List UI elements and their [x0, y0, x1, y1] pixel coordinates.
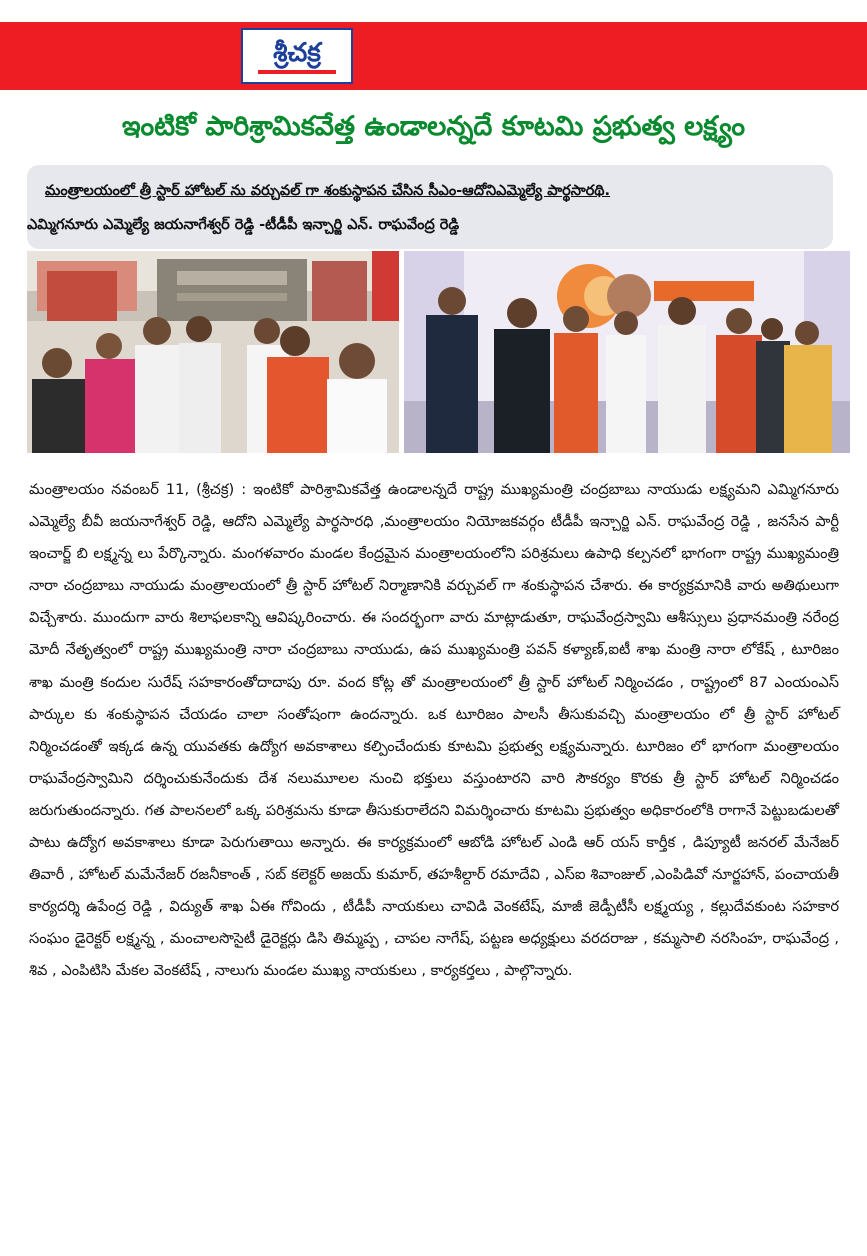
logo-text: శ్రీచక్ర: [273, 38, 321, 68]
event-photo-right: [404, 251, 850, 453]
logo-underline: [258, 70, 336, 74]
article-paragraph: మంత్రాలయం నవంబర్ 11, (శ్రీచక్ర) : ఇంటికో పారిశ్రామికవేత్త ఉండాలన్నదే రాష్ట్ర ముఖ్యమంత్రి చంద్రబాబు నాయుడు లక్ష్యమని ఎమ్మిగనూరు ఎమ్మెల్యే బీవీ జయనాగేశ్వర్ రెడ్డి, ఆదోని ఎమ్మెల్యే పార్థసారధి ,మంత్రాలయం నియోజకవర్గం టీడీపీ ఇన్చార్జి ఎన్. రాఘవేంద్ర రెడ్డి , జనసేన పార్టీ ఇంచార్జ్ బి లక్ష్మన్న లు పేర్కొన్నారు. మంగళవారం మండల కేంద్రమైన మంత్రాలయంలోని పరిశ్రమలు ఉపాధి కల్పనలో భాగంగా రాష్ట్ర ముఖ్యమంత్రి నారా చంద్రబాబు నాయుడు మంత్రాలయంలో త్రీ స్టార్ హోటల్ నిర్మాణానికి వర్చువల్ గా శంకుస్థాపన చేశారు. ఈ కార్యక్రమానికి వారు అతిథులుగా విచ్చేశారు. ముందుగా వారు శిలాఫలకాన్ని ఆవిష్కరించారు. ఈ సందర్భంగా వారు మాట్లాడుతూ, రాఘవేంద్రస్వామి ఆశీస్సులు ప్రధానమంత్రి నరేంద్ర మోదీ నేతృత్వంలో రాష్ట్ర ముఖ్యమంత్రి నారా చంద్రబాబు నాయుడు, ఉప ముఖ్యమంత్రి పవన్ కళ్యాణ్,ఐటీ శాఖ మంత్రి నారా లోకేష్ , టూరిజం శాఖ మంత్రి కందుల సురేష్ సహకారంతోదాదాపు రూ. వంద కోట్ల తో మంత్రాలయంలో త్రీ స్టార్ హోటల్ నిర్మించడం , రాష్ట్రంలో 87 ఎంయంఎస్ పార్కుల కు శంకుస్థాపన చేయడం చాలా సంతోషంగా ఉందన్నారు. ఒక టూరిజం పాలసీ తీసుకువచ్చి మంత్రాలయం లో త్రీ స్టార్ హోటల్ నిర్మించడంతో ఇక్కడ ఉన్న యువతకు ఉద్యోగ అవకాశాలు కల్పించేందుకు కూటమి ప్రభుత్వ లక్ష్యమన్నారు. టూరిజం లో భాగంగా మంత్రాలయం రాఘవేంద్రస్వామిని దర్శించుకునేందుకు దేశ నలుమూలల నుంచి భక్తులు వస్తుంటారని వారి సౌకర్యం కొరకు త్రీ స్టార్ హోటల్ నిర్మించడం జరుగుతుందన్నారు. గత పాలనలలో ఒక్క పరిశ్రమను కూడా తీసుకురాలేదని విమర్శించారు కూటమి ప్రభుత్వం అధికారంలోకి రాగానే పెట్టుబడులతో పాటు ఉద్యోగ అవకాశాలు కూడా పెరుగుతాయి అన్నారు. ఈ కార్యక్రమంలో ఆబోడి హోటల్ ఎండి ఆర్ యస్ కార్తీక , డిప్యూటీ జనరల్ మేనేజర్ తివారీ , హోటల్ మమేనేజర్ రజనీకాంత్ , సబ్ కలెక్టర్ అజయ్ కుమార్, తహశీల్దార్ రమాదేవి , ఎస్ఐ శివాంజుల్ ,ఎంపిడివో నూర్జహాన్, పంచాయతీ కార్యదర్శి ఉపేంద్ర రెడ్డి , విద్యుత్ శాఖ ఏఈ గోవిందు , టీడీపీ నాయకులు చావిడి వెంకటేష్, మాజీ జెడ్పీటీసీ లక్ష్మయ్య , కల్లుదేవకుంట సహకార సంఘం డైరెక్టర్ లక్ష్మన్న , మంచాలసొసైటీ డైరెక్టర్లు డిసి తిమ్మప్ప , చాపల నాగేష్, పట్టణ అధ్యక్షులు వరదరాజు , కమ్మసాలి నరసింహ, రాఘవేంద్ర , శివ , ఎంపిటిసి మేకల వెంకటేష్ , నాలుగు మండల ముఖ్య నాయకులు , కార్యకర్తలు , పాల్గొన్నారు.: [29, 481, 839, 980]
headline: ఇంటికో పారిశ్రామికవేత్త ఉండాలన్నదే కూటమి ప్రభుత్వ లక్ష్యం: [121, 111, 746, 142]
photo-right-illustration: [404, 251, 850, 453]
event-photo-left: [27, 251, 399, 453]
subheadline-line-1: మంత్రాలయంలో త్రీ స్టార్ హోటల్ ను వర్చువల్ గా శంకుస్థాపన చేసిన సీఎం-ఆదోనిఎమ్మెల్యే పార్థసారథి.: [45, 183, 611, 199]
masthead: [0, 22, 867, 90]
subheadline-line-2: ఎమ్మిగనూరు ఎమ్మెల్యే జయనాగేశ్వర్ రెడ్డి -టీడీపీ ఇన్చార్జి ఎన్. రాఘవేంద్ర రెడ్డి: [27, 217, 460, 233]
newspaper-logo[interactable]: [241, 28, 353, 84]
article-body: [29, 474, 839, 988]
subheadline-box: [27, 165, 833, 249]
photo-left-illustration: [27, 251, 399, 453]
